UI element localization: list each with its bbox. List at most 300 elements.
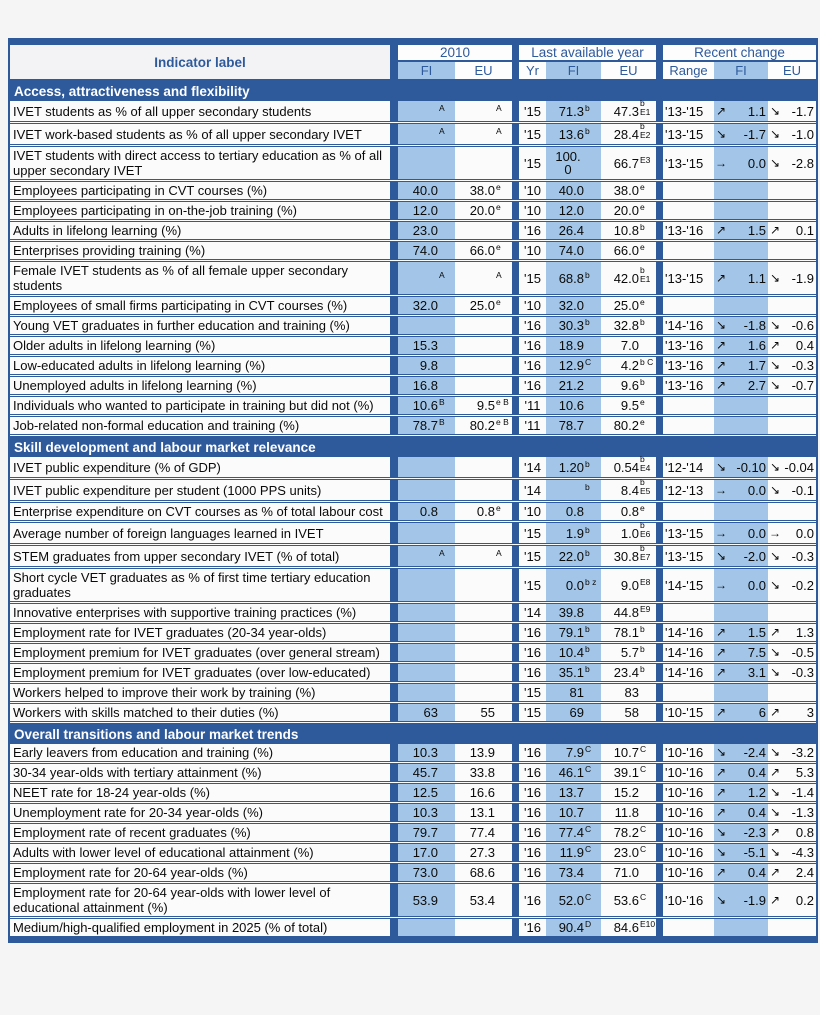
eu-latest-flag: b C: [640, 357, 654, 367]
indicator-label: Innovative enterprises with supportive training practices (%): [13, 605, 357, 620]
eu-2010: [455, 262, 512, 294]
eu-latest: [601, 664, 656, 681]
column-divider: [390, 824, 398, 841]
eu-change-arrow-icon: ↗: [769, 865, 781, 879]
fi-latest-value: 1.9: [565, 525, 584, 541]
fi-change: [714, 124, 768, 144]
eu-change-value: -2.8: [791, 155, 814, 171]
eu-2010-flag: A: [496, 102, 502, 113]
eu-latest-value: 9.5: [620, 398, 639, 413]
fi-latest: [546, 744, 601, 761]
fi-change-value: -0.10: [736, 459, 766, 475]
fi-2010: [398, 844, 455, 861]
table-row: [10, 664, 816, 684]
table-row: [10, 337, 816, 357]
column-divider: [512, 644, 519, 661]
eu-latest-value: 5.7: [620, 645, 639, 660]
fi-latest: [546, 202, 601, 219]
fi-change-arrow-icon: ↗: [715, 223, 727, 237]
change-range: '10-'16: [665, 745, 704, 760]
eu-change-value: -1.7: [791, 103, 814, 119]
fi-latest-value: 18.9: [558, 338, 584, 353]
col-header-last-eu: EU: [619, 63, 638, 78]
eu-change-arrow-icon: ↘: [769, 270, 781, 285]
latest-year: '15: [524, 270, 541, 286]
table-row: [10, 624, 816, 644]
column-divider: [656, 377, 663, 394]
fi-2010-value: 40.0: [412, 183, 438, 198]
latest-year: '15: [524, 685, 541, 700]
fi-latest-value: 32.0: [558, 298, 584, 313]
fi-latest-value: 90.4: [558, 920, 584, 935]
fi-change-arrow-icon: ↘: [715, 126, 727, 141]
table-row: [10, 417, 816, 437]
eu-2010-flag: A: [496, 269, 502, 280]
column-divider: [656, 604, 663, 621]
fi-change-arrow-icon: ↗: [715, 358, 727, 372]
fi-latest-value: 52.0: [558, 892, 584, 908]
fi-latest-value: 10.4: [558, 645, 584, 660]
eu-change-value: -0.3: [791, 665, 814, 680]
table-row: [10, 864, 816, 884]
eu-latest-value: 8.4: [620, 482, 639, 498]
fi-latest: [546, 919, 601, 936]
eu-latest-value: 25.0: [613, 298, 639, 313]
eu-change: [768, 377, 816, 394]
table-row: [10, 804, 816, 824]
column-divider: [390, 202, 398, 219]
change-range: '10-'15: [665, 705, 704, 720]
table-row: [10, 543, 816, 569]
group-header-recent-change: Recent change: [663, 45, 816, 62]
column-divider: [512, 764, 519, 781]
indicator-label: Employees of small firms participating in CVT courses (%): [13, 298, 348, 313]
column-divider: [656, 664, 663, 681]
fi-change-arrow-icon: ↗: [715, 805, 727, 819]
column-divider: [512, 202, 519, 219]
fi-change: [714, 884, 768, 916]
eu-2010: [455, 744, 512, 761]
eu-change-value: -1.0: [791, 126, 814, 142]
indicator-label: Employment rate for IVET graduates (20-34 year-olds): [13, 625, 327, 640]
table-row: [10, 202, 816, 222]
fi-change: [714, 864, 768, 881]
eu-change-arrow-icon: →: [769, 525, 781, 540]
column-divider: [656, 202, 663, 219]
eu-2010-value: 16.6: [469, 785, 495, 800]
fi-change: [714, 297, 768, 314]
fi-2010: [398, 864, 455, 881]
eu-2010: [455, 784, 512, 801]
fi-2010-flag: A: [439, 269, 445, 280]
eu-latest-value: 78.2: [613, 825, 639, 840]
eu-change: [768, 824, 816, 841]
fi-change: [714, 684, 768, 701]
fi-change-value: -2.0: [743, 548, 766, 564]
fi-latest-value: 100.0: [555, 149, 581, 177]
latest-year: '14: [524, 482, 541, 498]
eu-change: [768, 844, 816, 861]
column-divider: [390, 784, 398, 801]
eu-change: [768, 417, 816, 434]
eu-latest-value: 80.2: [613, 418, 639, 433]
eu-latest-value: 39.1: [613, 765, 639, 780]
fi-change-arrow-icon: ↘: [715, 845, 727, 859]
eu-change: [768, 569, 816, 601]
column-divider: [390, 457, 398, 477]
fi-latest-flag: D: [585, 919, 592, 929]
column-divider: [390, 101, 398, 121]
fi-2010: [398, 457, 455, 477]
fi-latest: [546, 764, 601, 781]
eu-change-arrow-icon: ↘: [769, 548, 781, 563]
fi-2010-flag: A: [439, 102, 445, 113]
eu-2010-value: 77.4: [469, 825, 495, 840]
eu-latest: [601, 454, 656, 477]
column-divider: [656, 764, 663, 781]
table-row: [10, 684, 816, 704]
column-divider: [390, 684, 398, 701]
fi-2010-value: 16.8: [412, 378, 438, 393]
eu-latest-flag: b: [640, 624, 645, 634]
fi-change: [714, 262, 768, 294]
column-divider: [656, 357, 663, 374]
fi-latest-value: 68.8: [558, 270, 584, 286]
fi-change-value: 0.0: [747, 577, 766, 593]
eu-2010-flag: e: [496, 503, 501, 513]
fi-latest: [546, 804, 601, 821]
fi-change-arrow-icon: ↗: [715, 765, 727, 779]
latest-year: '15: [524, 103, 541, 119]
eu-2010: [455, 884, 512, 916]
change-range: '14-'16: [665, 318, 704, 333]
fi-2010-value: 0.8: [419, 504, 438, 519]
indicator-label: Individuals who wanted to participate in training but did not (%): [13, 398, 374, 413]
latest-year: '10: [524, 183, 541, 198]
change-range: '10-'16: [665, 805, 704, 820]
fi-latest-value: 39.8: [558, 605, 584, 620]
column-divider: [390, 919, 398, 936]
fi-latest: [546, 503, 601, 520]
fi-2010-flag: B: [439, 397, 445, 407]
column-divider: [656, 480, 663, 500]
table-row: [10, 317, 816, 337]
eu-latest: [601, 222, 656, 239]
indicator-label: Young VET graduates in further education and training (%): [13, 318, 350, 333]
fi-change-value: 0.0: [747, 482, 766, 498]
eu-change-arrow-icon: ↘: [769, 785, 781, 799]
column-divider: [512, 337, 519, 354]
fi-change: [714, 744, 768, 761]
column-divider: [512, 919, 519, 936]
fi-change: [714, 546, 768, 566]
eu-change: [768, 297, 816, 314]
column-divider: [390, 397, 398, 414]
column-divider: [512, 744, 519, 761]
fi-2010: [398, 417, 455, 434]
latest-year: '16: [524, 805, 541, 820]
fi-change: [714, 704, 768, 721]
fi-change-value: 0.4: [747, 865, 766, 880]
eu-change: [768, 242, 816, 259]
indicator-label: NEET rate for 18-24 year-olds (%): [13, 785, 210, 800]
eu-change: [768, 664, 816, 681]
eu-latest: [601, 844, 656, 861]
indicator-label: Employment rate for 20-64 year-olds (%): [13, 865, 248, 880]
eu-latest: [601, 569, 656, 601]
eu-change-arrow-icon: ↗: [769, 765, 781, 779]
fi-2010-value: 78.7: [412, 418, 438, 433]
table-row: [10, 884, 816, 919]
eu-2010: [455, 337, 512, 354]
fi-change: [714, 644, 768, 661]
eu-change: [768, 624, 816, 641]
fi-latest: [546, 824, 601, 841]
fi-2010: [398, 202, 455, 219]
fi-latest-value: 46.1: [558, 765, 584, 780]
eu-change: [768, 262, 816, 294]
fi-latest-value: 0.0: [565, 577, 584, 593]
fi-change: [714, 604, 768, 621]
column-divider: [656, 503, 663, 520]
table-row: [10, 454, 816, 480]
fi-change: [714, 357, 768, 374]
change-range: '13-'15: [665, 103, 704, 119]
fi-change: [714, 480, 768, 500]
eu-latest-flag: C: [640, 764, 647, 774]
column-divider: [390, 884, 398, 916]
fi-change-arrow-icon: ↗: [715, 625, 727, 639]
fi-2010: [398, 377, 455, 394]
eu-latest-flag: E9: [640, 604, 651, 614]
change-range: '10-'16: [665, 785, 704, 800]
column-divider: [512, 624, 519, 641]
eu-2010: [455, 242, 512, 259]
eu-latest-value: 10.8: [613, 223, 639, 238]
change-range: [663, 919, 714, 936]
fi-2010-value: 10.3: [412, 805, 438, 820]
indicator-label: Adults with lower level of educational attainment (%): [13, 845, 314, 860]
eu-latest: [601, 764, 656, 781]
fi-2010: [398, 101, 455, 121]
fi-latest-flag: b: [585, 664, 590, 674]
fi-latest-value: 71.3: [558, 103, 584, 119]
eu-latest-value: 42.0: [613, 270, 639, 286]
fi-latest: [546, 397, 601, 414]
eu-latest-value: 66.0: [613, 243, 639, 258]
change-range: '13-'15: [665, 270, 704, 286]
eu-latest-value: 23.0: [613, 845, 639, 860]
fi-latest: [546, 624, 601, 641]
column-divider: [512, 377, 519, 394]
eu-latest-flag: E10: [640, 919, 656, 929]
column-divider: [656, 884, 663, 916]
eu-change-value: -1.9: [791, 270, 814, 286]
fi-latest-value: 0.8: [565, 504, 584, 519]
fi-latest-value: 74.0: [558, 243, 584, 258]
fi-change-value: 1.5: [747, 625, 766, 640]
fi-latest-value: 7.9: [565, 745, 584, 760]
eu-change-arrow-icon: ↘: [769, 805, 781, 819]
latest-year: '16: [524, 825, 541, 840]
eu-2010-value: 38.0: [469, 183, 495, 198]
fi-change-value: 1.7: [747, 358, 766, 373]
col-header-change-fi: FI: [714, 62, 768, 79]
fi-2010: [398, 884, 455, 916]
fi-latest: [546, 357, 601, 374]
fi-change: [714, 417, 768, 434]
fi-change-arrow-icon: ↗: [715, 103, 727, 118]
eu-latest-value: 53.6: [613, 892, 639, 908]
column-divider: [512, 604, 519, 621]
change-range: '10-'16: [665, 892, 704, 908]
eu-change-value: 2.4: [795, 865, 814, 880]
eu-2010: [455, 523, 512, 543]
fi-change-value: -1.7: [743, 126, 766, 142]
table-row: [10, 262, 816, 297]
change-range: [663, 182, 714, 199]
eu-latest: [601, 477, 656, 500]
column-divider: [390, 357, 398, 374]
eu-2010-flag: A: [496, 547, 502, 558]
column-divider: [512, 503, 519, 520]
fi-2010-flag: A: [439, 547, 445, 558]
fi-2010-value: 12.5: [412, 785, 438, 800]
column-divider: [512, 480, 519, 500]
eu-2010: [455, 919, 512, 936]
fi-latest-value: 1.20: [558, 459, 584, 475]
fi-2010: [398, 764, 455, 781]
section-header: Access, attractiveness and flexibility: [10, 81, 816, 101]
fi-latest-value: 10.7: [558, 805, 584, 820]
fi-latest-value: 13.6: [558, 126, 584, 142]
fi-latest-flag: b: [585, 125, 590, 136]
fi-latest-flag: C: [585, 891, 592, 902]
indicator-label: Employment premium for IVET graduates (over low-educated): [13, 665, 371, 680]
latest-year: '14: [524, 459, 541, 475]
eu-latest: [601, 121, 656, 144]
fi-2010: [398, 919, 455, 936]
eu-latest-value: 71.0: [613, 865, 639, 880]
fi-2010: [398, 503, 455, 520]
column-divider: [656, 784, 663, 801]
eu-2010: [455, 202, 512, 219]
column-divider: [512, 317, 519, 334]
column-divider: [512, 804, 519, 821]
fi-2010: [398, 824, 455, 841]
eu-latest-flag: e: [640, 297, 645, 307]
latest-year: '16: [524, 338, 541, 353]
eu-latest-flag: e: [640, 503, 645, 513]
column-divider: [390, 242, 398, 259]
eu-2010-flag: e: [496, 242, 501, 252]
fi-change: [714, 397, 768, 414]
col-header-change-eu: EU: [782, 63, 802, 78]
change-range: [663, 242, 714, 259]
fi-latest: [546, 101, 601, 121]
eu-latest-flag: b E4: [640, 454, 651, 473]
eu-2010-value: 25.0: [469, 298, 495, 313]
fi-latest: [546, 884, 601, 916]
indicator-label: Workers with skills matched to their duties (%): [13, 705, 279, 720]
fi-latest: [546, 297, 601, 314]
column-divider: [390, 764, 398, 781]
table-row: [10, 604, 816, 624]
latest-year: '11: [524, 418, 541, 433]
change-range: [663, 684, 714, 701]
fi-latest-flag: b: [585, 317, 590, 327]
fi-latest-flag: b: [585, 624, 590, 634]
latest-year: '10: [524, 243, 541, 258]
fi-change-value: 1.5: [747, 223, 766, 238]
eu-change: [768, 124, 816, 144]
indicator-label: Workers helped to improve their work by training (%): [13, 685, 316, 700]
fi-2010: [398, 744, 455, 761]
table-row: [10, 357, 816, 377]
eu-change: [768, 317, 816, 334]
fi-change: [714, 337, 768, 354]
fi-2010-flag: B: [439, 417, 445, 427]
column-divider: [656, 919, 663, 936]
table-row: [10, 569, 816, 604]
fi-change: [714, 101, 768, 121]
fi-change-arrow-icon: ↘: [715, 892, 727, 907]
eu-2010: [455, 101, 512, 121]
change-range: [663, 417, 714, 434]
fi-change-value: -5.1: [743, 845, 766, 860]
fi-change: [714, 317, 768, 334]
fi-2010-value: 73.0: [412, 865, 438, 880]
eu-change-value: -0.2: [791, 577, 814, 593]
eu-latest-flag: b E1: [640, 265, 651, 284]
indicator-label: Medium/high-qualified employment in 2025 (% of total): [13, 920, 328, 935]
latest-year: '16: [524, 665, 541, 680]
eu-latest: [601, 804, 656, 821]
fi-change-arrow-icon: ↘: [715, 825, 727, 839]
eu-change-value: -4.3: [791, 845, 814, 860]
eu-change-value: -0.3: [791, 358, 814, 373]
fi-latest-value: 13.7: [558, 785, 584, 800]
indicator-label: Adults in lifelong learning (%): [13, 223, 182, 238]
fi-latest: [546, 262, 601, 294]
eu-latest-flag: b E2: [640, 121, 651, 140]
change-range: '13-'15: [665, 548, 704, 564]
column-divider: [512, 101, 519, 121]
table-row: [10, 520, 816, 546]
eu-change-arrow-icon: ↘: [769, 577, 781, 592]
indicator-label: Low-educated adults in lifelong learning (%): [13, 358, 266, 373]
eu-latest-flag: C: [640, 824, 647, 834]
eu-latest: [601, 919, 656, 936]
table-row: [10, 222, 816, 242]
column-divider: [512, 297, 519, 314]
eu-change: [768, 546, 816, 566]
fi-change: [714, 764, 768, 781]
fi-2010: [398, 182, 455, 199]
eu-latest-value: 32.8: [613, 318, 639, 333]
table-row: [10, 844, 816, 864]
latest-year: '15: [524, 577, 541, 593]
fi-latest-value: 10.6: [558, 398, 584, 413]
column-divider: [390, 664, 398, 681]
eu-latest-value: 20.0: [613, 203, 639, 218]
fi-latest: [546, 222, 601, 239]
fi-change-value: -2.3: [743, 825, 766, 840]
fi-latest: [546, 242, 601, 259]
eu-change: [768, 704, 816, 721]
eu-latest-value: 9.0: [620, 577, 639, 593]
fi-2010-value: 74.0: [412, 243, 438, 258]
